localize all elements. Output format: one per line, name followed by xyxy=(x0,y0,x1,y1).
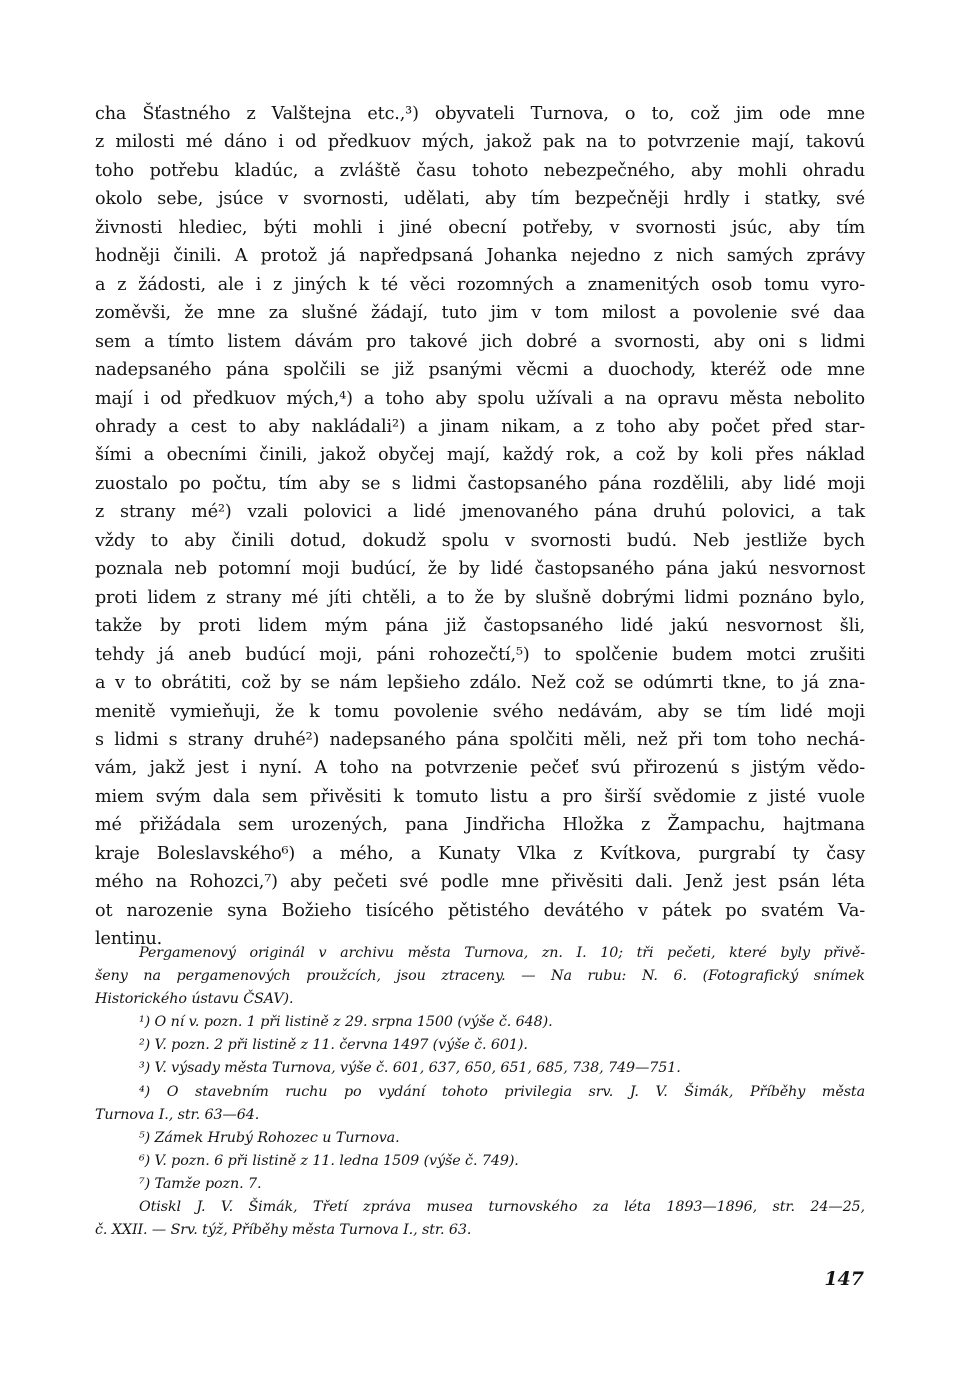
body-line: takže by proti lidem mým pána již častopsaného lidé jakú nesvornost šli, xyxy=(95,616,865,637)
body-line: proti lidem z strany mé jíti chtěli, a to že by slušně dobrými lidmi poznáno bylo, xyxy=(95,587,865,608)
footnote-line: ³) V. výsady města Turnova, výše č. 601, 637, 650, 651, 685, 738, 749—751. xyxy=(139,1060,681,1077)
body-line: mého na Rohozci,⁷) aby pečeti své podle mne přivěsiti dali. Jenž jest psán léta xyxy=(95,872,865,893)
footnote-line: ²) V. pozn. 2 při listině z 11. června 1497 (výše č. 601). xyxy=(139,1037,528,1054)
body-line: kraje Boleslavského⁶) a mého, a Kunaty Vlka z Kvítkova, purgrabí ty časy xyxy=(95,843,865,864)
body-line: z strany mé²) vzali polovici a lidé jmenovaného pána druhú polovici, a tak xyxy=(95,502,865,523)
footnote-line: ⁶) V. pozn. 6 při listině z 11. ledna 1509 (výše č. 749). xyxy=(139,1152,519,1169)
footnotes xyxy=(95,942,865,1242)
body-line: mé přižádala sem urozených, pana Jindřicha Hložka z Žampachu, hajtmana xyxy=(95,815,865,836)
body-line: ot narozenie syna Božieho tisícého pětistého devátého v pátek po svatém Va- xyxy=(95,900,865,921)
body-line: tehdy já aneb budúcí moji, páni rohozečtí,⁵) to spolčenie budem motci zrušiti xyxy=(95,644,865,665)
body-line: vám, jakž jest i nyní. A toho na potvrzenie pečeť svú přirozenú s jistým vědo- xyxy=(95,758,865,779)
page-number: 147 xyxy=(824,1268,864,1290)
body-line: šími a obecními činili, jakož obyčej mají, každý rok, a což by koli přes náklad xyxy=(95,445,865,466)
body-line: miem svým dala sem přivěsiti k tomuto listu a pro širší svědomie z jisté vuole xyxy=(95,786,865,807)
body-line: menitě vymieňuji, že k tomu povolenie svého nedávám, aby se tím lidé moji xyxy=(95,701,865,722)
body-line: poznala neb potomní moji budúcí, že by lidé častopsaného pána jakú nesvornost xyxy=(95,559,865,580)
footnote-line: Turnova I., str. 63—64. xyxy=(95,1106,260,1123)
footnote-line: ⁴) O stavebním ruchu po vydání tohoto privilegia srv. J. V. Šimák, Příběhy města xyxy=(139,1083,865,1100)
footnote-line: ¹) O ní v. pozn. 1 při listině z 29. srpna 1500 (výše č. 648). xyxy=(139,1014,553,1031)
body-line: a v to obrátiti, což by se nám lepšieho zdálo. Než což se odúmrti tkne, to já zna- xyxy=(95,673,865,694)
footnote-line: č. XXII. — Srv. týž, Příběhy města Turnova I., str. 63. xyxy=(95,1222,472,1239)
body-line: sem a tímto listem dávám pro takové jich dobré a svornosti, aby oni s lidmi xyxy=(95,331,865,352)
body-line: lentinu. xyxy=(95,929,163,950)
body-line: vždy to aby činili dotud, dokudž spolu v svornosti budú. Neb jestliže bych xyxy=(95,530,865,551)
body-line: z milosti mé dáno i od předkuov mých, jakož pak na to potvrzenie mají, takovú xyxy=(95,132,865,153)
body-line: s lidmi s strany druhé²) nadepsaného pána spolčiti měli, než při tom toho nechá- xyxy=(95,729,865,750)
body-line: hodněji činili. A protož já napředpsaná Johanka nejedno z nich samých zprávy xyxy=(95,246,865,267)
body-line: ohrady a cest to aby nakládali²) a jinam nikam, a z toho aby počet před star- xyxy=(95,416,865,437)
body-line: toho potřebu kladúc, a zvláště času tohoto nebezpečného, aby mohli ohradu xyxy=(95,160,865,181)
body-line: cha Šťastného z Valštejna etc.,³) obyvateli Turnova, o to, což jim ode mne xyxy=(95,104,865,124)
body-line: a z žádosti, ale i z jiných k té věci rozomných a znamenitých osob tomu vyro- xyxy=(95,274,865,295)
footnote-line: Otiskl J. V. Šimák, Třetí zpráva musea turnovského za léta 1893—1896, str. 24—25, xyxy=(139,1199,865,1216)
footnote-line: ⁷) Tamže pozn. 7. xyxy=(139,1175,262,1192)
footnote-line: Historického ústavu ČSAV). xyxy=(95,991,294,1008)
body-line: zuostalo po počtu, tím aby se s lidmi častopsaného pána rozdělili, aby lidé moji xyxy=(95,473,865,494)
footnote-line: ⁵) Zámek Hrubý Rohozec u Turnova. xyxy=(139,1129,400,1146)
body-line: zoměvši, že mne za slušné žádají, tuto jim v tom milost a povolenie své daa xyxy=(95,303,865,324)
footnote-line: šeny na pergamenových proužcích, jsou ztraceny. — Na rubu: N. 6. (Fotografický snímek xyxy=(95,968,865,985)
body-line: mají i od předkuov mých,⁴) a toho aby spolu užívali a na opravu města nebolito xyxy=(95,388,865,409)
body-text xyxy=(95,100,865,954)
body-line: nadepsaného pána spolčili se již psanými věcmi a duochody, kteréž ode mne xyxy=(95,360,865,381)
footnote-line: Pergamenový originál v archivu města Turnova, zn. I. 10; tři pečeti, které byly přivě- xyxy=(139,945,865,961)
body-line: okolo sebe, jsúce v svornosti, udělati, aby tím bezpečněji hrdly i statky, své xyxy=(95,189,865,210)
body-line: živnosti hlediec, býti mohli i jiné obecní potřeby, v svornosti jsúc, aby tím xyxy=(95,217,865,238)
